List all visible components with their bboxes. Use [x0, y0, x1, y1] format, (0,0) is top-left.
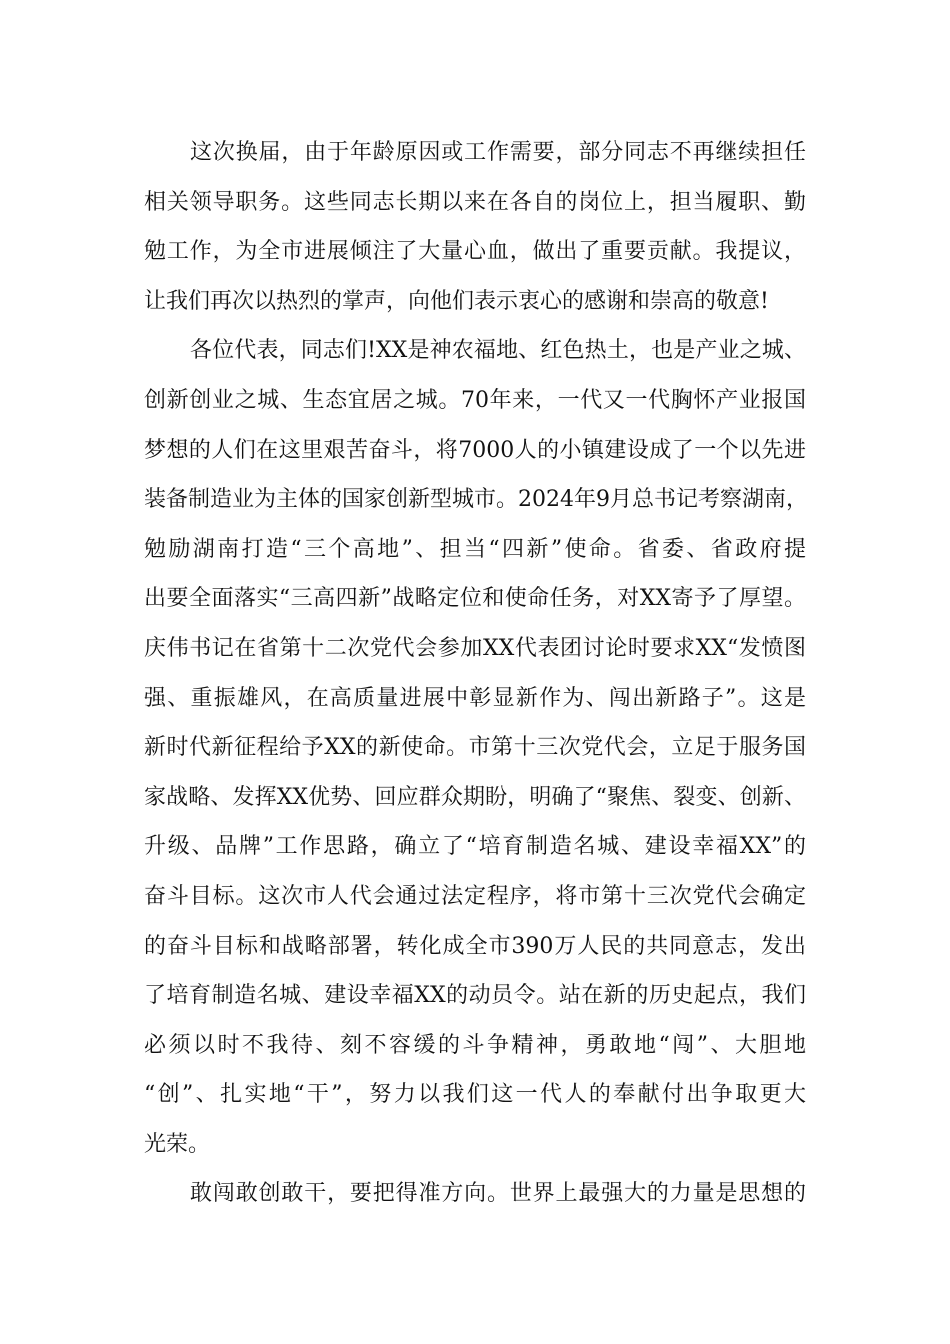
text-line: 的奋斗目标和战略部署，转化成全市390万人民的共同意志，发出	[144, 933, 806, 959]
text-line: 创新创业之城、生态宜居之城。70年来，一代又一代胸怀产业报国	[144, 387, 806, 413]
text-line: 勉工作，为全市进展倾注了大量心血，做出了重要贡献。我提议，	[144, 239, 806, 265]
text-line: 这次换届，由于年龄原因或工作需要，部分同志不再继续担任	[190, 140, 806, 165]
text-line: 勉励湖南打造“三个高地”、担当“四新”使命。省委、省政府提	[144, 536, 806, 562]
document-body	[144, 128, 806, 1219]
text-line: 新时代新征程给予XX的新使命。市第十三次党代会，立足于服务国	[144, 735, 806, 761]
text-line: 出要全面落实“三高四新”战略定位和使命任务，对XX寄予了厚望。	[144, 586, 806, 612]
text-line: 了培育制造名城、建设幸福XX的动员令。站在新的历史起点，我们	[144, 983, 806, 1009]
text-line: 相关领导职务。这些同志长期以来在各自的岗位上，担当履职、勤	[144, 189, 806, 215]
text-line: 敢闯敢创敢干，要把得准方向。世界上最强大的力量是思想的	[190, 1181, 806, 1207]
text-line: “创”、扎实地“干”，努力以我们这一代人的奉献付出争取更大	[144, 1082, 806, 1108]
text-line: 升级、品牌”工作思路，确立了“培育制造名城、建设幸福XX”的	[144, 834, 806, 860]
text-line: 各位代表，同志们!XX是神农福地、红色热土，也是产业之城、	[190, 338, 806, 364]
text-line: 让我们再次以热烈的掌声，向他们表示衷心的感谢和崇高的敬意!	[144, 288, 769, 314]
text-line: 必须以时不我待、刻不容缓的斗争精神，勇敢地“闯”、大胆地	[144, 1032, 806, 1058]
text-line: 光荣。	[144, 1131, 211, 1157]
text-line: 强、重振雄风，在高质量进展中彰显新作为、闯出新路子”。这是	[144, 685, 806, 711]
text-line: 庆伟书记在省第十二次党代会参加XX代表团讨论时要求XX“发愤图	[144, 635, 806, 661]
text-line: 家战略、发挥XX优势、回应群众期盼，明确了“聚焦、裂变、创新、	[144, 784, 806, 810]
text-line: 奋斗目标。这次市人代会通过法定程序，将市第十三次党代会确定	[144, 883, 806, 909]
text-line: 梦想的人们在这里艰苦奋斗，将7000人的小镇建设成了一个以先进	[144, 437, 806, 463]
text-line: 装备制造业为主体的国家创新型城市。2024年9月总书记考察湖南，	[144, 487, 808, 513]
